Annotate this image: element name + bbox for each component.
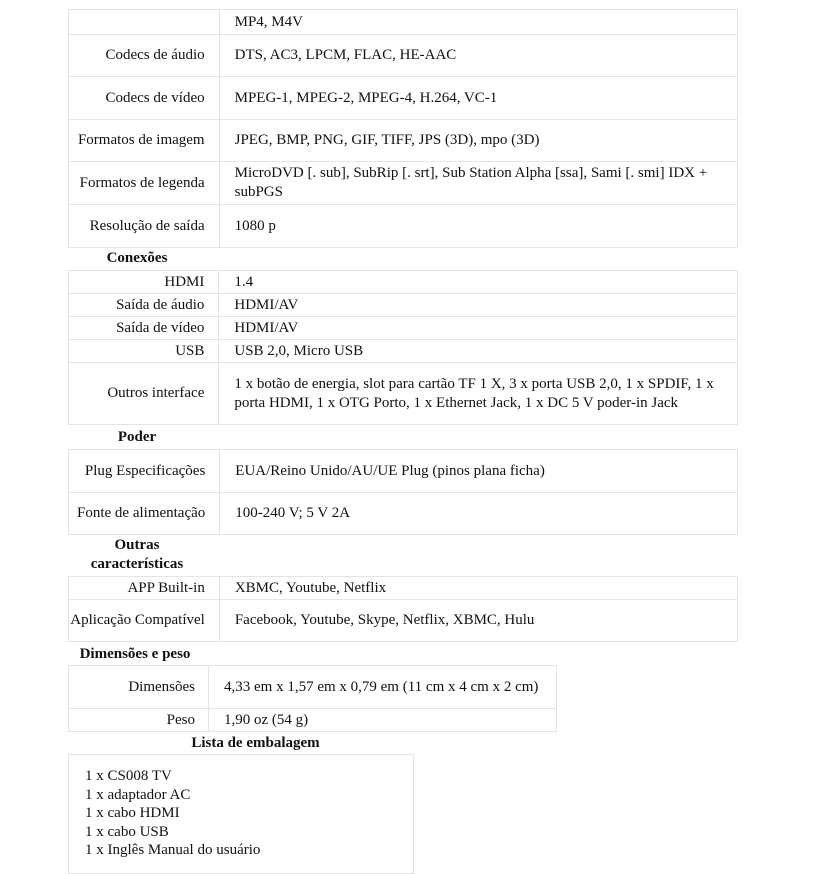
table-row (69, 35, 738, 77)
spec-value: Facebook, Youtube, Skype, Netflix, XBMC, Hulu (219, 600, 737, 642)
list-item: 1 x adaptador AC (85, 786, 191, 803)
spec-label: Formatos de legenda (69, 162, 220, 205)
spec-value: 100-240 V; 5 V 2A (220, 493, 738, 535)
spec-label: Formatos de imagem (69, 120, 220, 162)
spec-value: MicroDVD [. sub], SubRip [. srt], Sub Station Alpha [ssa], Sami [. smi] IDX + subPGS (219, 162, 737, 205)
spec-label (69, 10, 220, 35)
spec-value: 4,33 em x 1,57 em x 0,79 em (11 cm x 4 cm x 2 cm) (209, 666, 557, 709)
spec-label: APP Built-in (69, 577, 220, 600)
packing-list-box (68, 754, 414, 874)
spec-value: MP4, M4V (219, 10, 737, 35)
spec-value: 1,90 oz (54 g) (209, 709, 557, 732)
list-item: 1 x Inglês Manual do usuário (85, 842, 261, 858)
spec-label: Resolução de saída (69, 205, 220, 248)
table-row (69, 205, 738, 248)
spec-label: Plug Especificações (69, 450, 220, 493)
spec-label: Codecs de áudio (69, 35, 220, 77)
spec-label: HDMI (69, 271, 219, 294)
table-row (69, 363, 738, 425)
spec-label: Fonte de alimentação (69, 493, 220, 535)
list-item: 1 x cabo HDMI (85, 805, 180, 821)
media-spec-table (68, 9, 738, 248)
section-heading-dimensions: Dimensões e peso (79, 646, 191, 662)
spec-label: Aplicação Compatível (69, 600, 220, 642)
spec-value: 1.4 (219, 271, 738, 294)
table-row (69, 10, 738, 35)
table-row (69, 317, 738, 340)
table-row (69, 340, 738, 363)
table-row (69, 77, 738, 120)
table-row (69, 162, 738, 205)
other-features-table (68, 576, 738, 642)
table-row (69, 709, 557, 732)
spec-value: MPEG-1, MPEG-2, MPEG-4, H.264, VC-1 (219, 77, 737, 120)
spec-value: DTS, AC3, LPCM, FLAC, HE-AAC (219, 35, 737, 77)
table-row (69, 493, 738, 535)
spec-label: USB (69, 340, 219, 363)
list-item: 1 x CS008 TV (85, 768, 172, 784)
spec-value: HDMI/AV (219, 294, 738, 317)
section-heading-packing-list: Lista de embalagem (191, 735, 320, 751)
spec-label: Peso (69, 709, 209, 732)
spec-label: Saída de áudio (69, 294, 219, 317)
connections-table (68, 270, 738, 425)
table-row (69, 120, 738, 162)
spec-label: Saída de vídeo (69, 317, 219, 340)
spec-value: JPEG, BMP, PNG, GIF, TIFF, JPS (3D), mpo (3D) (219, 120, 737, 162)
spec-value: 1080 p (219, 205, 737, 248)
table-row (69, 577, 738, 600)
section-heading-connections: Conexões (106, 250, 168, 266)
power-table (68, 449, 738, 535)
section-heading-other-features: Outras características (90, 537, 184, 572)
table-row (69, 271, 738, 294)
table-row (69, 666, 557, 709)
spec-label: Codecs de vídeo (69, 77, 220, 120)
spec-value: 1 x botão de energia, slot para cartão TF 1 X, 3 x porta USB 2,0, 1 x SPDIF, 1 x porta HDMI, 1 x OTG Porto, 1 x Ethernet Jack, 1 x DC 5 V poder-in Jack (219, 363, 738, 425)
table-row (69, 450, 738, 493)
dimensions-table (68, 665, 557, 732)
spec-value: EUA/Reino Unido/AU/UE Plug (pinos plana ficha) (220, 450, 738, 493)
spec-value: HDMI/AV (219, 317, 738, 340)
table-row (69, 294, 738, 317)
spec-label: Outros interface (69, 363, 219, 425)
table-row (69, 600, 738, 642)
spec-value: XBMC, Youtube, Netflix (219, 577, 737, 600)
spec-value: USB 2,0, Micro USB (219, 340, 738, 363)
list-item: 1 x cabo USB (85, 823, 169, 840)
spec-label: Dimensões (69, 666, 209, 709)
section-heading-power: Poder (117, 429, 157, 445)
